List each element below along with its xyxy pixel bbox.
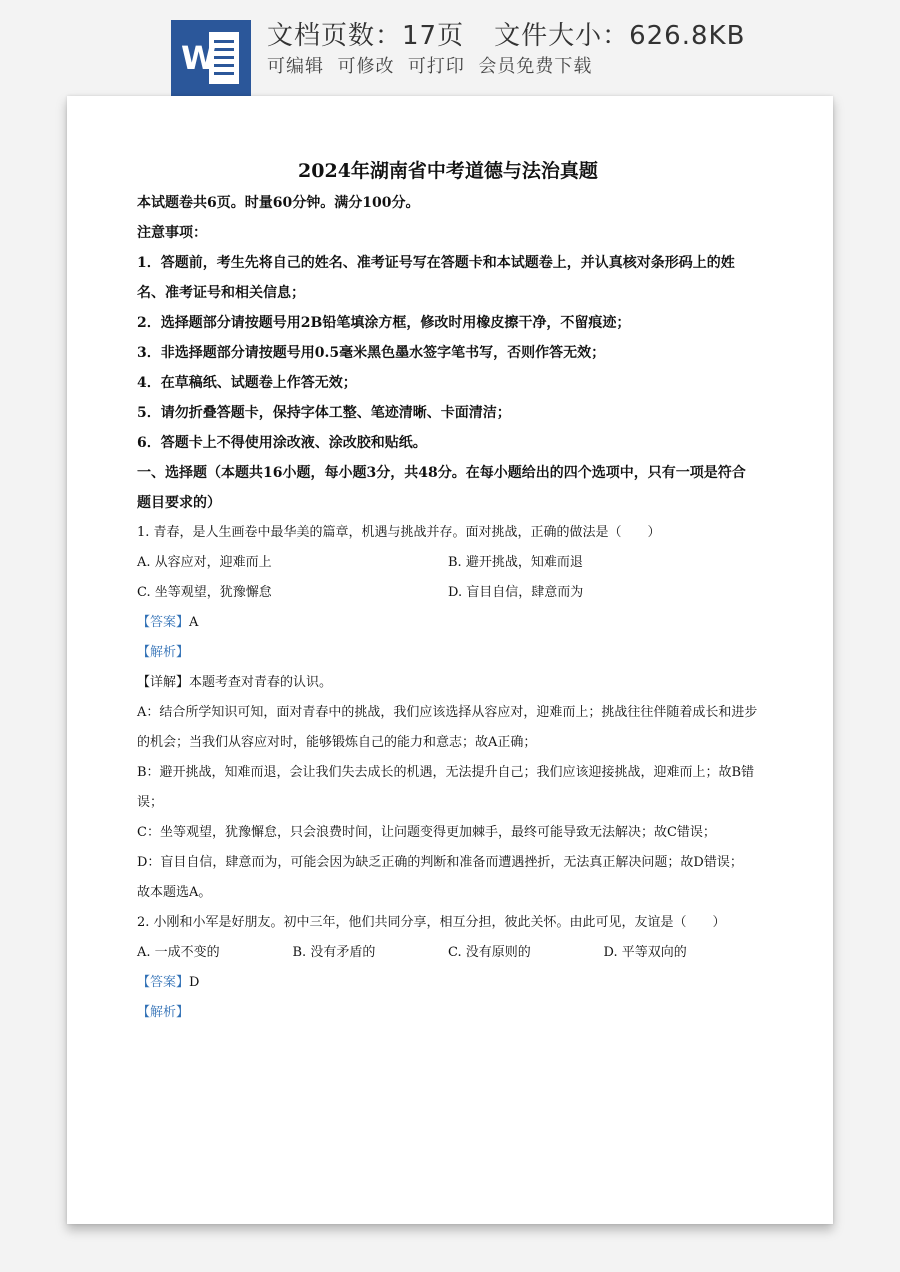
- conclusion: 故本题选A。: [137, 885, 212, 900]
- analysis-tag: 【解析】: [137, 645, 190, 660]
- option-c: C. 坐等观望，犹豫懈怠: [137, 585, 272, 600]
- question-2-options: [137, 938, 759, 968]
- notice-item: 2．选择题部分请按题号用2B铅笔填涂方框，修改时用橡皮擦干净，不留痕迹；: [137, 315, 631, 331]
- download-banner: [0, 0, 900, 96]
- page-content: [137, 156, 759, 1028]
- question-1-options: [137, 548, 759, 578]
- feature-list: 可编辑 可修改 可打印 会员免费下载: [267, 56, 593, 77]
- option-d: D. 平等双向的: [603, 945, 687, 960]
- answer-tag: 【答案】: [137, 615, 190, 630]
- answer-line: [137, 608, 759, 638]
- answer-value: A: [189, 615, 199, 630]
- detail-text: 本题考查对青春的认识。: [189, 675, 333, 690]
- explanation-d: D：盲目自信，肆意而为，可能会因为缺乏正确的判断和准备而遭遇挫折，无法真正解决问题；故D错误；: [137, 855, 743, 870]
- explanation-a: A：结合所学知识可知，面对青春中的挑战，我们应该选择从容应对，迎难而上；挑战往往伴随着成长和进步的机会；当我们从容应对时，能够锻炼自己的能力和意志；故A正确；: [137, 705, 758, 750]
- notice-item: 5．请勿折叠答题卡，保持字体工整、笔迹清晰、卡面清洁；: [137, 405, 511, 421]
- option-c: C. 没有原则的: [448, 945, 531, 960]
- explanation-b: B：避开挑战，知难而退，会让我们失去成长的机遇，无法提升自己；我们应该迎接挑战，迎难而上；故B错误；: [137, 765, 755, 810]
- section-heading: 一、选择题（本题共16小题，每小题3分，共48分。在每小题给出的四个选项中，只有一项是符合题目要求的）: [137, 465, 746, 511]
- notice-item: 1．答题前，考生先将自己的姓名、准考证号写在答题卡和本试题卷上，并认真核对条形码上的姓名、准考证号和相关信息；: [137, 255, 735, 301]
- question-1-stem: 1. 青春，是人生画卷中最华美的篇章，机遇与挑战并存。面对挑战，正确的做法是（ ）: [137, 525, 661, 540]
- option-d: D. 盲目自信，肆意而为: [448, 585, 584, 600]
- analysis-tag: 【解析】: [137, 1005, 190, 1020]
- option-a: A. 从容应对，迎难而上: [137, 555, 272, 570]
- word-document-icon: W: [171, 20, 251, 96]
- question-2-stem: 2. 小刚和小军是好朋友。初中三年，他们共同分享，相互分担，彼此关怀。由此可见，友谊是（ ）: [137, 915, 726, 930]
- detail-line: [137, 668, 759, 698]
- notice-item: 3．非选择题部分请按题号用0.5毫米黑色墨水签字笔书写，否则作答无效；: [137, 345, 606, 361]
- answer-tag: 【答案】: [137, 975, 190, 990]
- option-a: A. 一成不变的: [137, 945, 220, 960]
- notice-heading: 注意事项：: [137, 225, 207, 241]
- option-b: B. 没有矛盾的: [292, 945, 376, 960]
- document-stats: [267, 18, 745, 54]
- exam-intro: 本试题卷共6页。时量60分钟。满分100分。: [137, 195, 420, 211]
- document-title: 2024年湖南省中考道德与法治真题: [298, 160, 598, 182]
- option-b: B. 避开挑战，知难而退: [448, 555, 583, 570]
- notice-item: 6．答题卡上不得使用涂改液、涂改胶和贴纸。: [137, 435, 427, 451]
- question-1-options: [137, 578, 759, 608]
- notice-item: 4．在草稿纸、试题卷上作答无效；: [137, 375, 357, 391]
- detail-tag: 【详解】: [137, 675, 190, 690]
- answer-line: [137, 968, 759, 998]
- page-count: 文档页数：17页: [267, 21, 465, 51]
- explanation-c: C：坐等观望，犹豫懈怠，只会浪费时间，让问题变得更加棘手，最终可能导致无法解决；故C错误；: [137, 825, 716, 840]
- file-size: 文件大小：626.8KB: [494, 21, 746, 51]
- document-page: [67, 96, 833, 1224]
- answer-value: D: [189, 975, 200, 990]
